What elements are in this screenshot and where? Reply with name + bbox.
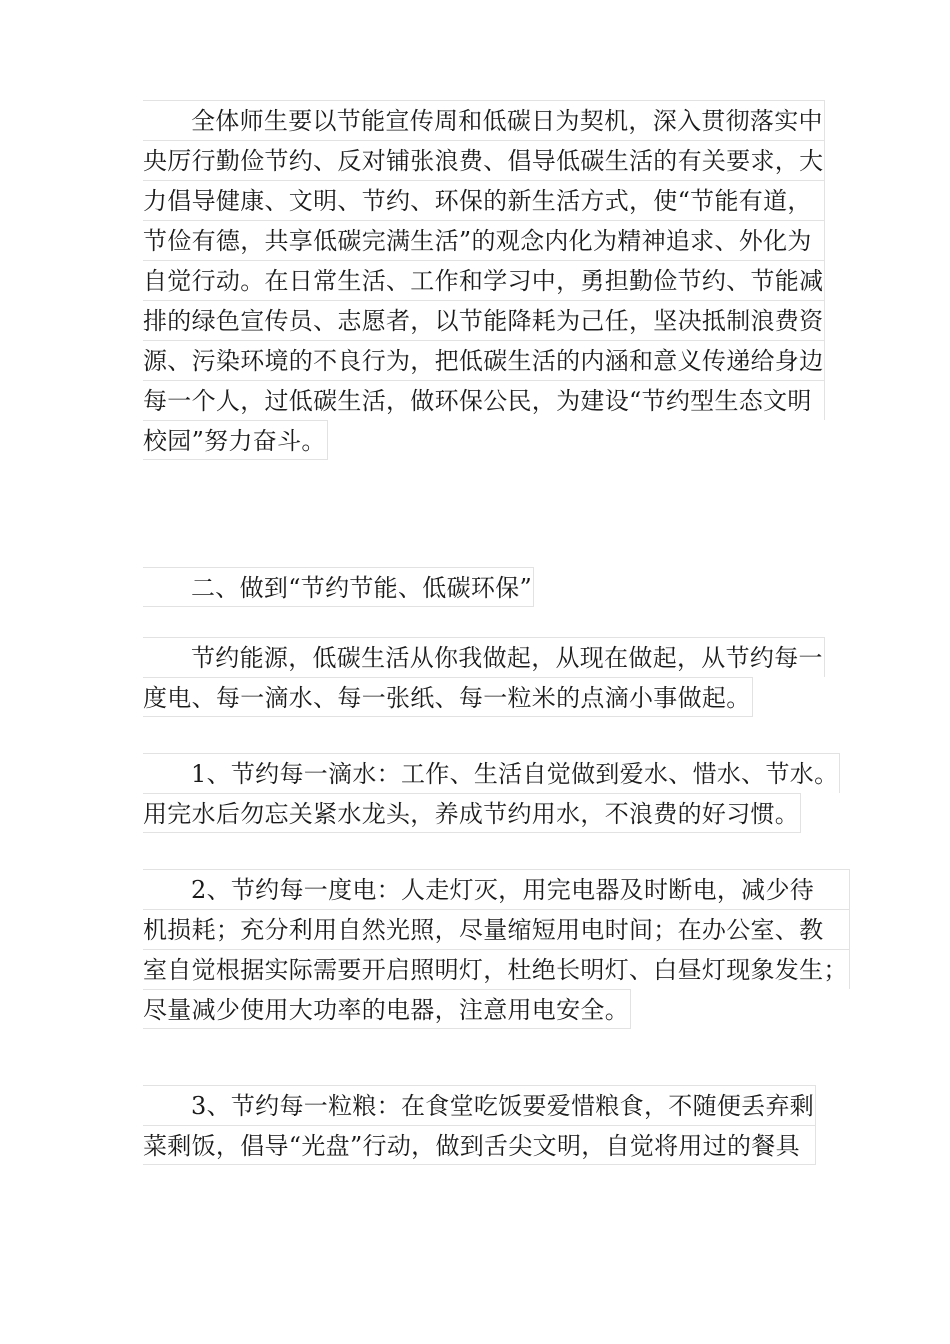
text-line: 校园”努力奋斗。 (143, 420, 328, 460)
text-line: 每一个人，过低碳生活，做环保公民，为建设“节约型生态文明 (143, 380, 825, 420)
text-line: 用完水后勿忘关紧水龙头，养成节约用水，不浪费的好习惯。 (143, 793, 801, 833)
text-line: 菜剩饭，倡导“光盘”行动，做到舌尖文明，自觉将用过的餐具 (143, 1125, 816, 1165)
paragraph-advocacy (143, 100, 825, 460)
text-line: 自觉行动。在日常生活、工作和学习中，勇担勤俭节约、节能减 (143, 260, 825, 300)
paragraph-intro (143, 637, 825, 717)
text-line: 尽量减少使用大功率的电器，注意用电安全。 (143, 989, 631, 1029)
text-line: 节约能源，低碳生活从你我做起，从现在做起，从节约每一 (143, 637, 825, 677)
paragraph-water (143, 753, 840, 833)
heading-text: 二、做到“节约节能、低碳环保” (143, 567, 534, 607)
text-line: 央厉行勤俭节约、反对铺张浪费、倡导低碳生活的有关要求，大 (143, 140, 825, 180)
paragraph-food (143, 1085, 816, 1165)
text-line: 度电、每一滴水、每一张纸、每一粒米的点滴小事做起。 (143, 677, 753, 717)
text-line: 3、节约每一粒粮：在食堂吃饭要爱惜粮食，不随便丢弃剩 (143, 1085, 816, 1125)
text-line: 室自觉根据实际需要开启照明灯，杜绝长明灯、白昼灯现象发生； (143, 949, 850, 989)
text-line: 2、节约每一度电：人走灯灭，用完电器及时断电，减少待 (143, 869, 850, 909)
text-line: 1、节约每一滴水：工作、生活自觉做到爱水、惜水、节水。 (143, 753, 840, 793)
text-line: 机损耗；充分利用自然光照，尽量缩短用电时间；在办公室、教 (143, 909, 850, 949)
text-line: 排的绿色宣传员、志愿者，以节能降耗为己任，坚决抵制浪费资 (143, 300, 825, 340)
text-line: 力倡导健康、文明、节约、环保的新生活方式，使“节能有道， (143, 180, 825, 220)
paragraph-electricity (143, 869, 850, 1029)
text-line: 源、污染环境的不良行为，把低碳生活的内涵和意义传递给身边 (143, 340, 825, 380)
section-heading (143, 567, 534, 607)
text-line: 全体师生要以节能宣传周和低碳日为契机，深入贯彻落实中 (143, 100, 825, 140)
text-line: 节俭有德，共享低碳完满生活”的观念内化为精神追求、外化为 (143, 220, 825, 260)
